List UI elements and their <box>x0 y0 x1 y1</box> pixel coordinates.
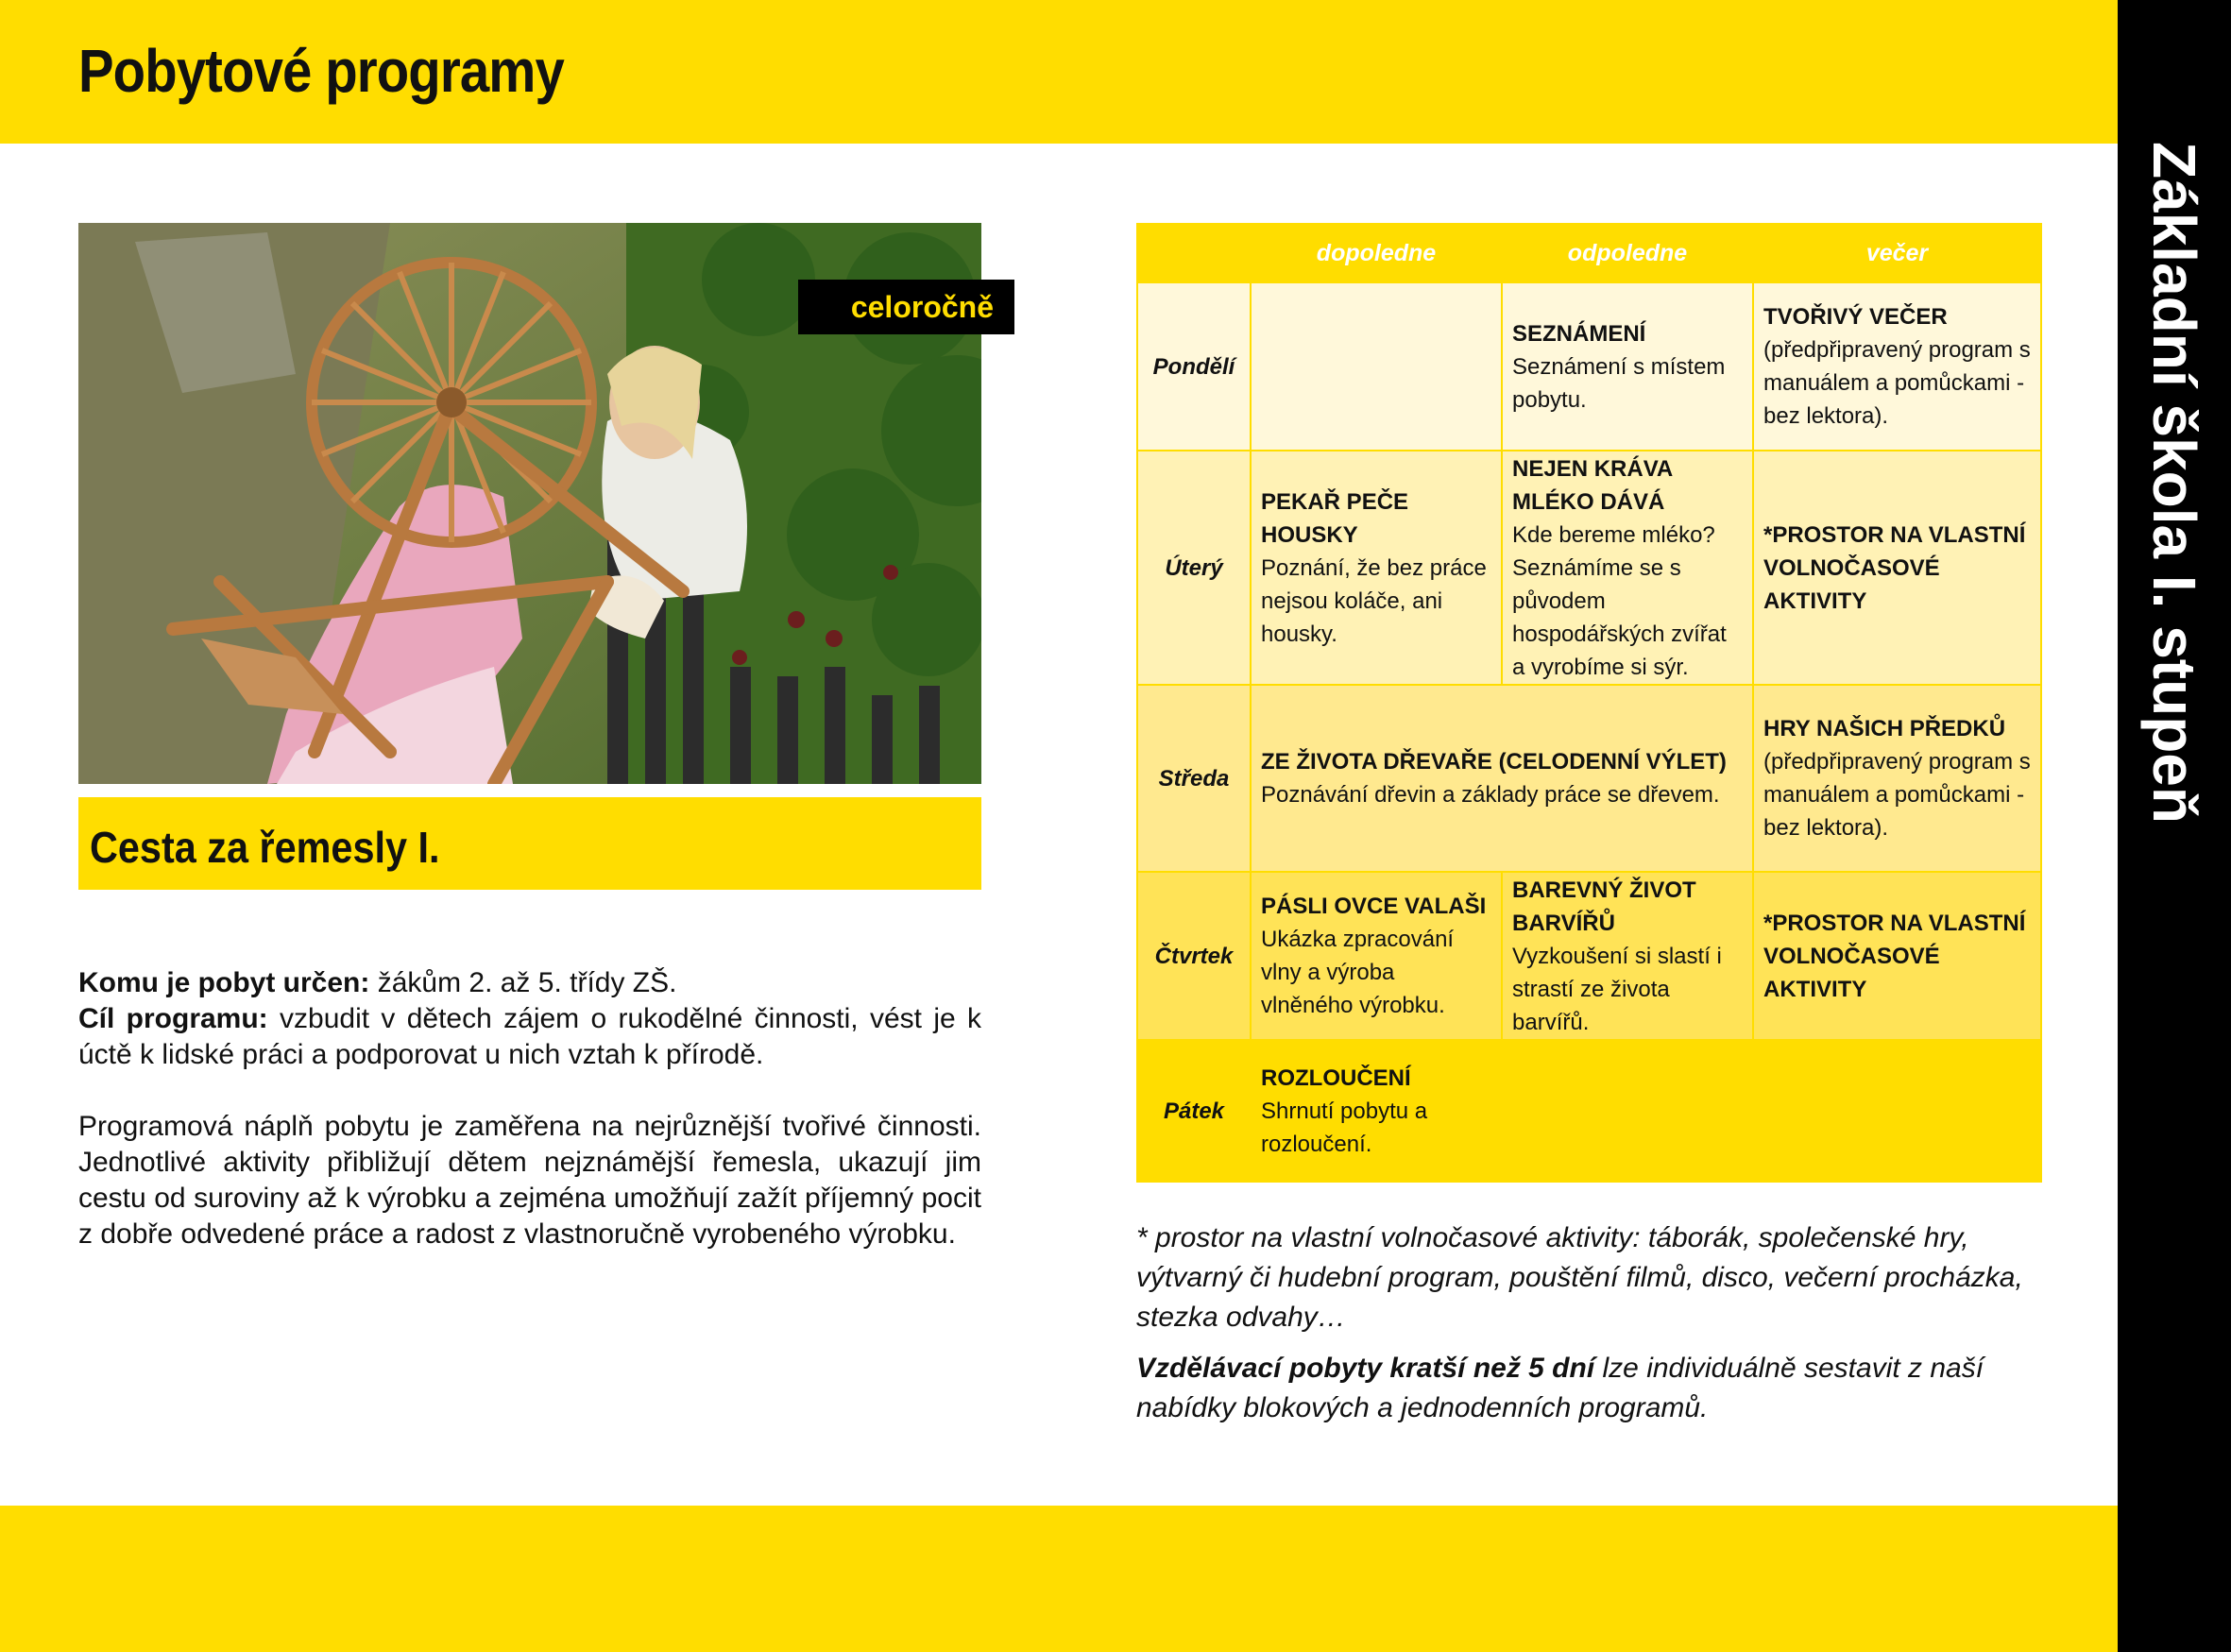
day-label: Pondělí <box>1137 282 1251 451</box>
header-vecer: večer <box>1753 224 2041 282</box>
schedule-row-friday <box>1137 1040 2041 1182</box>
cell-vecer: *PROSTOR NA VLASTNÍ VOLNOČASOVÉ AKTIVITY <box>1753 451 2041 685</box>
schedule-table <box>1136 223 2042 1183</box>
program-description: Programová náplň pobytu je zaměřena na nejrůznější tvořivé činnosti. Jednotlivé aktivity přibližují dětem nejznámější řemesla, ukazují jim cestu od suroviny až k výrobku a zejména umožňují zažít příjemný pocit z dobře odvedené práce a radost z vlastnoručně vyrobeného výrobku. <box>78 1111 981 1250</box>
cell-odpoledne: SEZNÁMENÍ Seznámení s místem pobytu. <box>1502 282 1753 451</box>
footnote: * prostor na vlastní volnočasové aktivity: táborák, společenské hry, výtvarný či hudební program, pouštění filmů, disco, večerní procházka, stezka odvahy… <box>1136 1222 2023 1333</box>
program-title: Cesta za řemesly I. <box>90 823 440 872</box>
cell-vecer: HRY NAŠICH PŘEDKŮ (předpřipravený program s manuálem a pomůckami - bez lektora). <box>1753 685 2041 872</box>
side-title: Základní škola I. stupeň <box>2140 142 2208 824</box>
season-badge: celoročně <box>798 280 1014 334</box>
page-title: Pobytové programy <box>78 37 564 105</box>
day-label: Pátek <box>1137 1040 1251 1182</box>
target-group: Komu je pobyt určen: žákům 2. až 5. třídy ZŠ. <box>78 967 677 998</box>
day-label: Úterý <box>1137 451 1251 685</box>
short-stays-note: Vzdělávací pobyty kratší než 5 dní lze individuálně sestavit z naší nabídky blokových a jednodenních programů. <box>1136 1353 1984 1423</box>
cell-vecer: *PROSTOR NA VLASTNÍ VOLNOČASOVÉ AKTIVITY <box>1753 872 2041 1040</box>
cell-odpoledne <box>1502 1040 1753 1182</box>
footer-band <box>0 1506 2118 1652</box>
cell-odpoledne: BAREVNÝ ŽIVOT BARVÍŘŮ Vyzkoušení si slastí i strastí ze života barvířů. <box>1502 872 1753 1040</box>
header-odpoledne: odpoledne <box>1502 224 1753 282</box>
cell-dopoledne: PÁSLI OVCE VALAŠI Ukázka zpracování vlny a výroba vlněného výrobku. <box>1251 872 1502 1040</box>
cell-celodenni: ZE ŽIVOTA DŘEVAŘE (CELODENNÍ VÝLET) Poznávání dřevin a základy práce se dřevem. <box>1251 685 1753 872</box>
cell-odpoledne: NEJEN KRÁVA MLÉKO DÁVÁ Kde bereme mléko? Seznámíme se s původem hospodářských zvířat a vyrobíme si sýr. <box>1502 451 1753 685</box>
cell-dopoledne: ROZLOUČENÍ Shrnutí pobytu a rozloučení. <box>1251 1040 1502 1182</box>
cell-dopoledne: PEKAŘ PEČE HOUSKY Poznání, že bez práce nejsou koláče, ani housky. <box>1251 451 1502 685</box>
cell-vecer <box>1753 1040 2041 1182</box>
schedule-header-row <box>1137 224 2041 282</box>
day-label: Čtvrtek <box>1137 872 1251 1040</box>
day-label: Středa <box>1137 685 1251 872</box>
program-info <box>78 965 981 1252</box>
cell-vecer: TVOŘIVÝ VEČER (předpřipravený program s manuálem a pomůckami - bez lektora). <box>1753 282 2041 451</box>
schedule-row-thursday <box>1137 872 2041 1040</box>
schedule-row-monday <box>1137 282 2041 451</box>
schedule-row-wednesday <box>1137 685 2041 872</box>
program-goal: Cíl programu: vzbudit v dětech zájem o rukodělné činnosti, vést je k úctě k lidské práci a podporovat u nich vztah k přírodě. <box>78 1003 982 1070</box>
header-empty <box>1137 224 1251 282</box>
schedule-row-tuesday <box>1137 451 2041 685</box>
cell-dopoledne <box>1251 282 1502 451</box>
header-dopoledne: dopoledne <box>1251 224 1502 282</box>
